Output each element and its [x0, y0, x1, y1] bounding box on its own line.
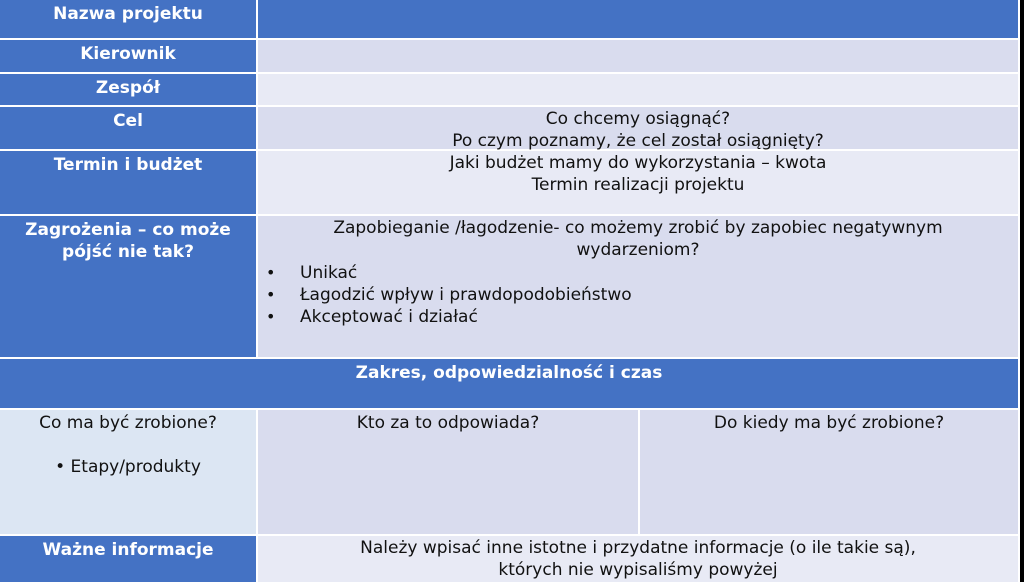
what-heading: Co ma być zrobione?: [39, 413, 217, 433]
goal-label: [0, 107, 258, 151]
list-item: • Unikać: [258, 262, 1018, 284]
list-item: • Akceptować i działać: [258, 306, 1018, 328]
deadline-line: Termin realizacji projektu: [531, 175, 745, 195]
manager-label-text: Kierownik: [80, 44, 176, 64]
scope-heading-text: Zakres, odpowiedzialność i czas: [355, 363, 663, 383]
risks-label: [0, 216, 258, 359]
goal-line-1: Co chcemy osiągnąć?: [545, 109, 731, 129]
goal-line-2: Po czym poznamy, że cel został osiągnięty?: [452, 131, 824, 151]
important-line-1: Należy wpisać inne istotne i przydatne informacje (o ile takie są),: [360, 538, 916, 558]
who-column[interactable]: [258, 410, 640, 536]
risks-field[interactable]: [258, 216, 1020, 359]
deadline-budget-label-text: Termin i budżet: [53, 155, 203, 175]
project-name-field[interactable]: [258, 0, 1020, 40]
prevention-text: [258, 217, 1018, 261]
bullet-icon: •: [55, 457, 71, 477]
prevention-line-2: wydarzeniom?: [576, 240, 700, 260]
important-label-text: Ważne informacje: [42, 540, 214, 560]
risks-label-text: Zagrożenia – co może pójść nie tak?: [25, 220, 231, 262]
what-column[interactable]: [0, 410, 258, 536]
when-heading: Do kiedy ma być zrobione?: [713, 413, 945, 433]
important-line-2: których nie wypisaliśmy powyżej: [498, 560, 778, 580]
goal-field[interactable]: [258, 107, 1020, 151]
budget-line: Jaki budżet mamy do wykorzystania – kwota: [449, 153, 827, 173]
prevention-line-1: Zapobieganie /łagodzenie- co możemy zrobić by zapobiec negatywnym: [333, 218, 943, 238]
what-item-text: Etapy/produkty: [70, 457, 201, 477]
team-label: [0, 74, 258, 107]
scope-heading: [0, 359, 1020, 410]
deadline-budget-label: [0, 151, 258, 216]
project-name-label-text: Nazwa projektu: [53, 4, 203, 24]
list-item: • Łagodzić wpływ i prawdopodobieństwo: [258, 284, 1018, 306]
what-item: [0, 456, 256, 478]
deadline-budget-field[interactable]: [258, 151, 1020, 216]
when-column[interactable]: [640, 410, 1020, 536]
important-label: [0, 536, 258, 582]
goal-label-text: Cel: [113, 111, 143, 131]
risk-options-list: [258, 262, 1018, 328]
manager-field[interactable]: [258, 40, 1020, 74]
team-field[interactable]: [258, 74, 1020, 107]
who-heading: Kto za to odpowiada?: [356, 413, 540, 433]
manager-label: [0, 40, 258, 74]
team-label-text: Zespół: [95, 78, 161, 98]
important-field[interactable]: [258, 536, 1020, 582]
project-name-label: [0, 0, 258, 40]
